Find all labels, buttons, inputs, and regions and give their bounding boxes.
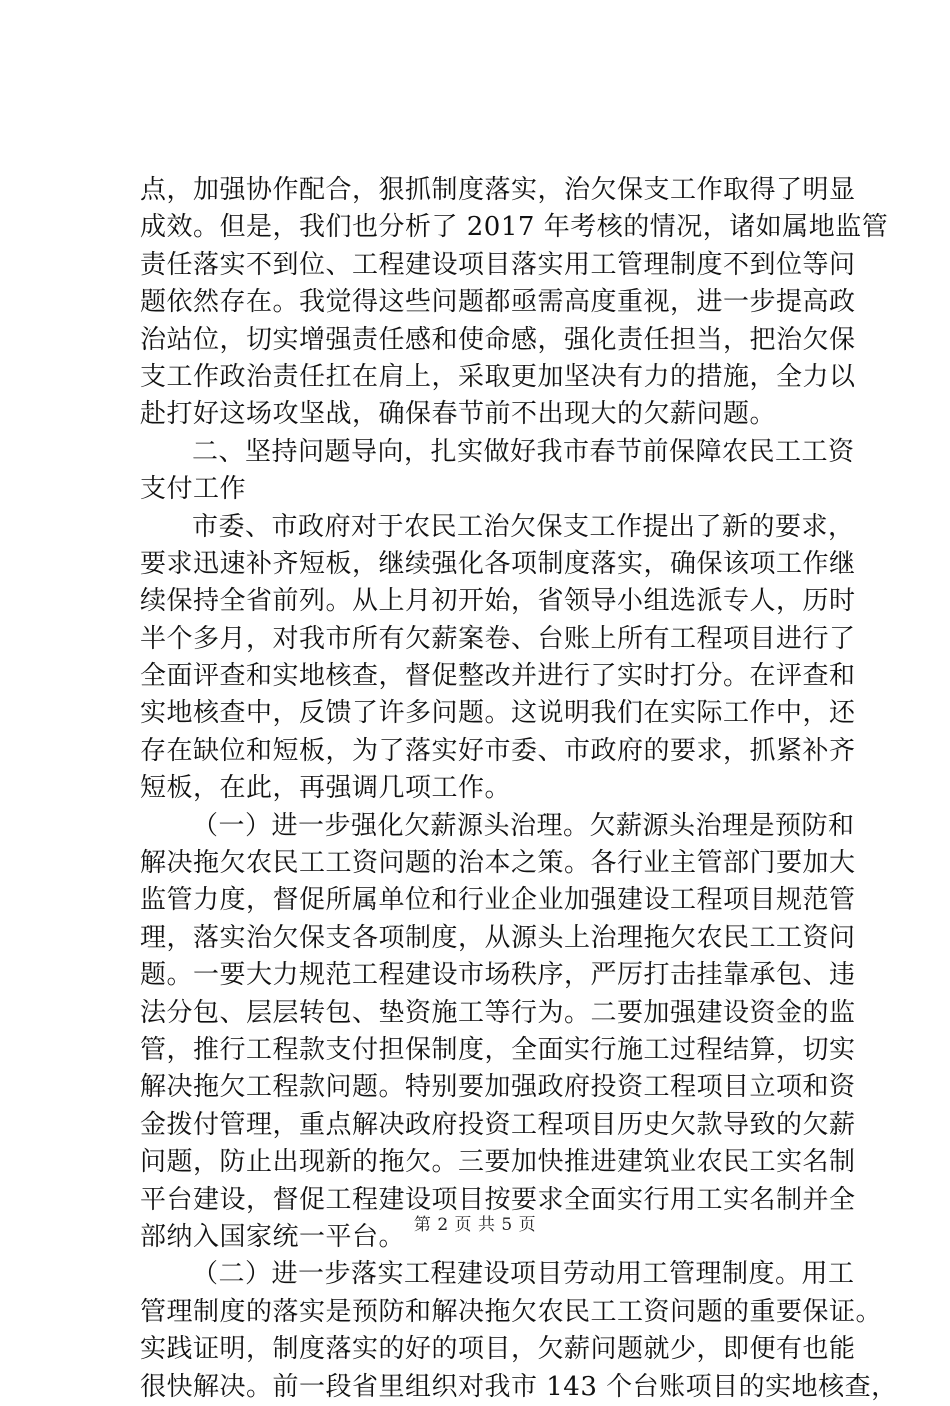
text-line: （一）进一步强化欠薪源头治理。欠薪源头治理是预防和 (192, 810, 855, 841)
text-line: 成效。但是，我们也分析了 2017 年考核的情况，诸如属地监管 (140, 212, 889, 243)
text-line: 市委、市政府对于农民工治欠保支工作提出了新的要求， (192, 511, 855, 542)
text-line: 点，加强协作配合，狠抓制度落实，治欠保支工作取得了明显 (140, 175, 856, 205)
text-line: 理，落实治欠保支各项制度，从源头上治理拖欠农民工工资问 (140, 922, 856, 953)
text-line: 赴打好这场攻坚战，确保春节前不出现大的欠薪问题。 (140, 399, 777, 430)
text-line: 管理制度的落实是预防和解决拖欠农民工工资问题的重要保证。 (140, 1296, 883, 1327)
text-line: 解决拖欠工程款问题。特别要加强政府投资工程项目立项和资 (140, 1072, 856, 1103)
text-line: （二）进一步落实工程建设项目劳动用工管理制度。用工 (192, 1259, 855, 1290)
text-line: 全面评查和实地核查，督促整改并进行了实时打分。在评查和 (140, 661, 856, 692)
text-line: 治站位，切实增强责任感和使命感，强化责任担当，把治欠保 (140, 324, 856, 355)
text-line: 要求迅速补齐短板，继续强化各项制度落实，确保该项工作继 (140, 548, 856, 579)
text-line: 续保持全省前列。从上月初开始，省领导小组选派专人，历时 (140, 586, 856, 617)
text-line: 题依然存在。我觉得这些问题都亟需高度重视，进一步提高政 (140, 287, 856, 318)
text-line: 法分包、层层转包、垫资施工等行为。二要加强建设资金的监 (140, 997, 856, 1028)
text-line: 管，推行工程款支付担保制度，全面实行施工过程结算，切实 (140, 1034, 856, 1065)
text-line: 部纳入国家统一平台。 (140, 1221, 406, 1252)
text-line: 实地核查中，反馈了许多问题。这说明我们在实际工作中，还 (140, 698, 856, 729)
text-line: 监管力度，督促所属单位和行业企业加强建设工程项目规范管 (140, 885, 856, 916)
text-line: 短板，在此，再强调几项工作。 (140, 773, 512, 804)
text-line: 支工作政治责任扛在肩上，采取更加坚决有力的措施，全力以 (140, 361, 856, 392)
text-line: 金拨付管理，重点解决政府投资工程项目历史欠款导致的欠薪 (140, 1109, 856, 1140)
text-line: 半个多月，对我市所有欠薪案卷、台账上所有工程项目进行了 (140, 623, 856, 654)
text-line: 问题，防止出现新的拖欠。三要加快推进建筑业农民工实名制 (140, 1147, 856, 1178)
page-number-footer: 第 2 页 共 5 页 (413, 1215, 537, 1235)
text-line: 实践证明，制度落实的好的项目，欠薪问题就少，即便有也能 (140, 1334, 856, 1365)
text-line: 平台建设，督促工程建设项目按要求全面实行用工实名制并全 (140, 1184, 856, 1215)
text-line: 很快解决。前一段省里组织对我市 143 个台账项目的实地核查， (140, 1371, 898, 1402)
section-heading: 二、坚持问题导向，扎实做好我市春节前保障农民工工资 (192, 436, 855, 467)
section-heading-cont: 支付工作 (140, 474, 247, 505)
text-line: 解决拖欠农民工工资问题的治本之策。各行业主管部门要加大 (140, 848, 856, 879)
text-line: 责任落实不到位、工程建设项目落实用工管理制度不到位等问 (140, 249, 856, 280)
text-line: 存在缺位和短板，为了落实好市委、市政府的要求，抓紧补齐 (140, 735, 856, 766)
text-line: 题。一要大力规范工程建设市场秩序，严厉打击挂靠承包、违 (140, 960, 856, 991)
